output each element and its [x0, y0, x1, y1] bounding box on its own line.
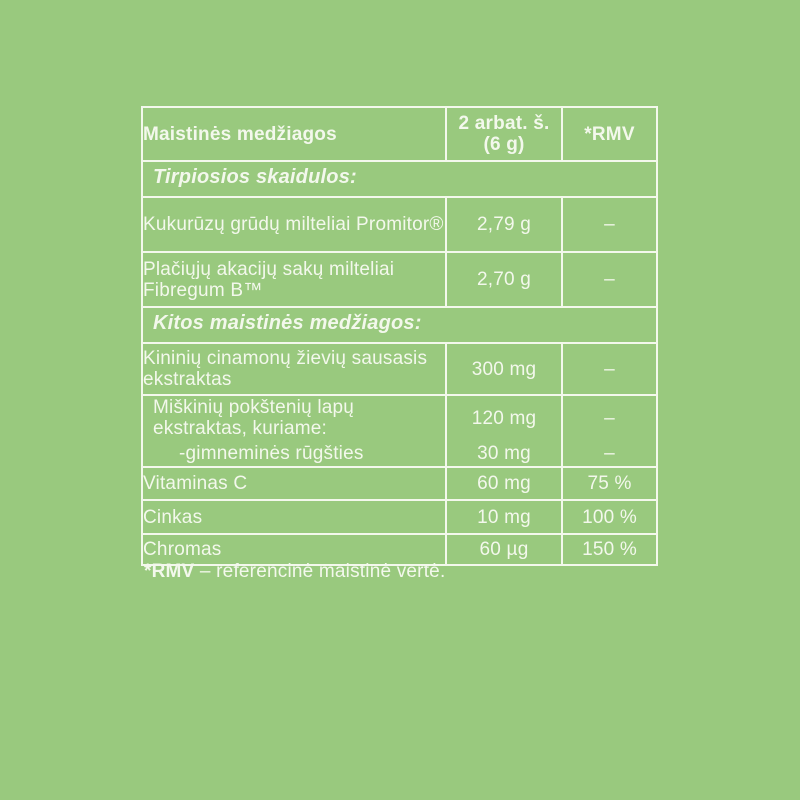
nutrient-rmv: –: [562, 197, 657, 252]
table-row: [142, 467, 657, 500]
nutrient-amount: 2,79 g: [446, 197, 562, 252]
nutrient-rmv-main: –: [604, 407, 615, 429]
nutrient-amount: 60 µg: [446, 534, 562, 565]
table-row: [142, 500, 657, 534]
nutrient-name: Kininių cinamonų žievių sausasis ekstraktas: [142, 343, 446, 395]
nutrient-rmv: –: [562, 343, 657, 395]
nutrient-rmv: 75 %: [562, 467, 657, 500]
header-serving-line1: 2 arbat. š.: [458, 113, 550, 134]
section-title: Kitos maistinės medžiagos:: [142, 307, 657, 343]
section-row-soluble-fibre: [142, 161, 657, 197]
nutrient-rmv: –: [562, 252, 657, 307]
table-row-compound: [142, 395, 657, 467]
header-rmv: *RMV: [562, 107, 657, 161]
nutrient-name-line1: Miškinių pokštenių lapų: [153, 397, 355, 418]
footnote-text: – referencinė maistinė vertė.: [194, 561, 446, 582]
table-row: [142, 197, 657, 252]
nutrient-rmv: [562, 395, 657, 467]
nutrient-amount-main: 120 mg: [471, 407, 537, 429]
nutrient-name: Cinkas: [142, 500, 446, 534]
nutrient-name: Kukurūzų grūdų milteliai Promitor®: [142, 197, 446, 252]
nutrient-name: Chromas: [142, 534, 446, 565]
footnote: [144, 561, 445, 583]
nutrient-amount: 60 mg: [446, 467, 562, 500]
header-nutrients: Maistinės medžiagos: [142, 107, 446, 161]
header-serving: [446, 107, 562, 161]
nutrient-amount: 2,70 g: [446, 252, 562, 307]
nutrient-rmv: 100 %: [562, 500, 657, 534]
nutrient-rmv-sub: –: [604, 442, 615, 464]
header-serving-line2: (6 g): [483, 134, 525, 155]
section-title: Tirpiosios skaidulos:: [142, 161, 657, 197]
footnote-term: *RMV: [144, 561, 195, 582]
nutrient-rmv: 150 %: [562, 534, 657, 565]
nutrient-name-line2: ekstraktas, kuriame:: [153, 418, 327, 439]
sub-nutrient-name: -gimneminės rūgšties: [179, 442, 364, 464]
nutrient-name: Vitaminas C: [142, 467, 446, 500]
table-row: [142, 343, 657, 395]
table-row: [142, 252, 657, 307]
section-row-other-nutrients: [142, 307, 657, 343]
nutrient-name: Plačiųjų akacijų sakų milteliai Fibregum B™: [142, 252, 446, 307]
table-header-row: [142, 107, 657, 161]
nutrient-name: [142, 395, 446, 467]
nutrient-amount: 10 mg: [446, 500, 562, 534]
nutrition-table: [141, 106, 658, 566]
nutrient-amount: [446, 395, 562, 467]
nutrient-amount-sub: 30 mg: [477, 442, 531, 464]
nutrient-amount: 300 mg: [446, 343, 562, 395]
